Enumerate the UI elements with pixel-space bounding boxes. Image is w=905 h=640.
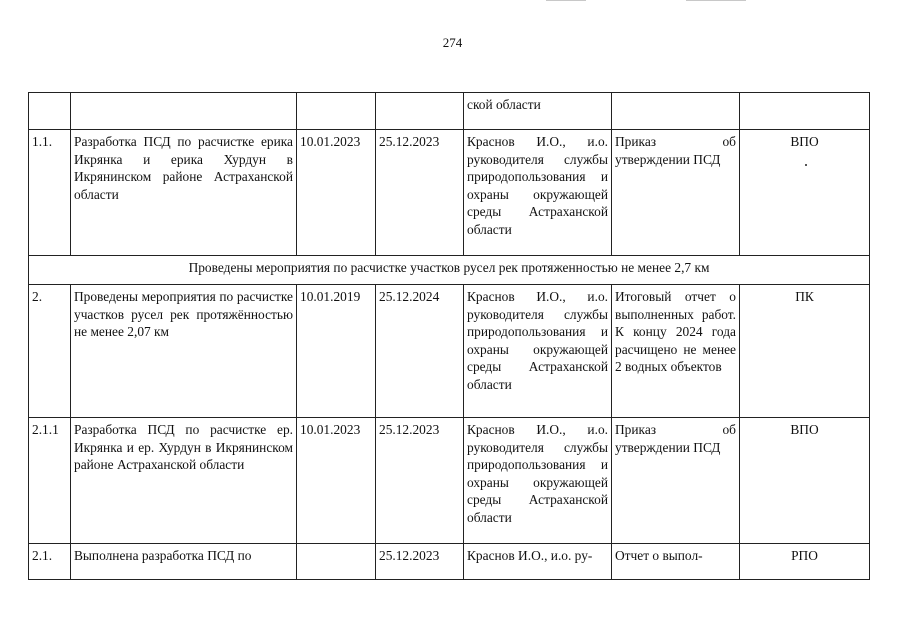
description-cell: Разработка ПСД по расчистке ер. Икрянка и ер. Хурдун в Икрянинском районе Астраханской области xyxy=(71,418,297,544)
row-number-cell: 1.1. xyxy=(29,130,71,256)
document-cell: Приказ об утверждении ПСД xyxy=(612,418,740,544)
row-number-cell xyxy=(29,93,71,130)
document-cell: Отчет о выпол- xyxy=(612,544,740,580)
responsible-cell: Краснов И.О., и.о. руководителя службы природопользования и охраны окружающей среды Астраханской области xyxy=(464,130,612,256)
section-heading: Проведены мероприятия по расчистке участков русел рек протяженностью не менее 2,7 км xyxy=(29,256,870,285)
scan-artifact-line xyxy=(686,0,746,1)
responsible-cell: Краснов И.О., и.о. руководителя службы природопользования и охраны окружающей среды Астраханской области xyxy=(464,285,612,418)
level-cell: ПК xyxy=(740,285,870,418)
level-cell xyxy=(740,93,870,130)
document-cell xyxy=(612,93,740,130)
description-cell: Разработка ПСД по расчистке ерика Икрянка и ерика Хурдун в Икрянинском районе Астраханской области xyxy=(71,130,297,256)
table-row xyxy=(29,418,870,544)
start-date-cell xyxy=(297,544,376,580)
page-number: 274 xyxy=(442,35,463,50)
row-number-cell: 2.1.1 xyxy=(29,418,71,544)
description-cell: Проведены мероприятия по расчистке участков русел рек протяжённостью не менее 2,07 км xyxy=(71,285,297,418)
responsible-cell: Краснов И.О., и.о. руководителя службы природопользования и охраны окружающей среды Астраханской области xyxy=(464,418,612,544)
level-cell: РПО xyxy=(740,544,870,580)
responsible-cell: Краснов И.О., и.о. ру- xyxy=(464,544,612,580)
end-date-cell: 25.12.2023 xyxy=(376,130,464,256)
start-date-cell: 10.01.2023 xyxy=(297,418,376,544)
end-date-cell: 25.12.2023 xyxy=(376,544,464,580)
description-cell: Выполнена разработка ПСД по xyxy=(71,544,297,580)
document-cell: Итоговый отчет о выполненных работ. К концу 2024 года расчищено не менее 2 водных объектов xyxy=(612,285,740,418)
level-cell: ВПО xyxy=(740,130,870,256)
end-date-cell: 25.12.2023 xyxy=(376,418,464,544)
document-cell: Приказ об утверждении ПСД xyxy=(612,130,740,256)
scan-artifact-line xyxy=(546,0,586,1)
end-date-cell: 25.12.2024 xyxy=(376,285,464,418)
start-date-cell: 10.01.2019 xyxy=(297,285,376,418)
end-date-cell xyxy=(376,93,464,130)
plan-table xyxy=(28,92,870,580)
table-row xyxy=(29,285,870,418)
row-number-cell: 2. xyxy=(29,285,71,418)
description-cell xyxy=(71,93,297,130)
responsible-cell: ской области xyxy=(464,93,612,130)
scan-speck xyxy=(805,164,807,166)
table-row xyxy=(29,130,870,256)
row-number-cell: 2.1. xyxy=(29,544,71,580)
table-row xyxy=(29,93,870,130)
section-row xyxy=(29,256,870,285)
start-date-cell: 10.01.2023 xyxy=(297,130,376,256)
start-date-cell xyxy=(297,93,376,130)
level-cell: ВПО xyxy=(740,418,870,544)
table-row xyxy=(29,544,870,580)
